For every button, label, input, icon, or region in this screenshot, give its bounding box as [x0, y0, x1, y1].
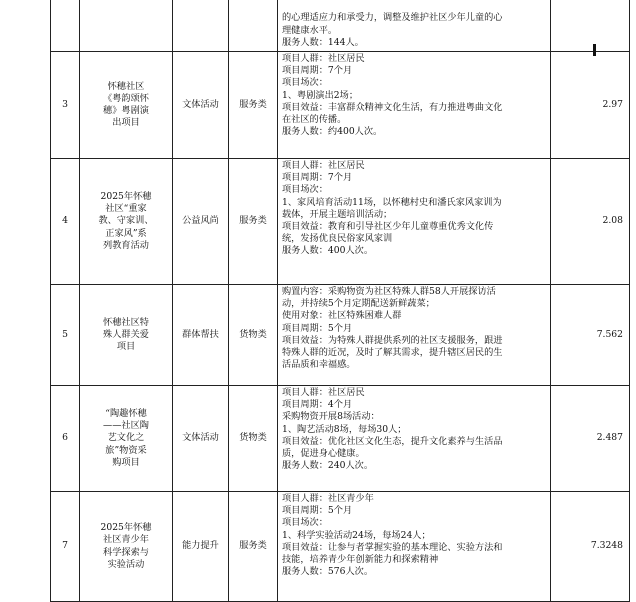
project-description — [278, 492, 551, 602]
row-number: 3 — [51, 52, 80, 159]
project-amount: 2.487 — [551, 386, 630, 492]
description-line: 技能，培养青少年创新能力和探索精神 — [282, 554, 439, 566]
project-name-line: 正家风”系 — [105, 227, 147, 239]
project-name-line: 2025年怀穗 — [100, 522, 152, 534]
project-name — [80, 159, 173, 285]
project-type — [229, 0, 278, 52]
row-number: 5 — [51, 285, 80, 386]
description-line: 项目人群：社区居民 — [282, 160, 365, 171]
project-table-body — [51, 0, 630, 602]
project-name — [80, 386, 173, 492]
project-name-line: 项目 — [116, 341, 136, 353]
project-table — [50, 0, 630, 602]
table-row — [51, 285, 630, 386]
table-row — [51, 52, 630, 159]
project-name — [80, 492, 173, 602]
project-amount: 7.3248 — [551, 492, 630, 602]
project-category: 文体活动 — [173, 52, 229, 159]
description-line: 项目场次： — [282, 517, 328, 529]
project-name-line: “陶趣怀穗 — [105, 407, 147, 419]
row-number: 7 — [51, 492, 80, 602]
description-line: 购置内容：采购物资为社区特殊人群58人开展探访活 — [282, 286, 496, 297]
project-amount: 2.08 — [551, 159, 630, 285]
project-category: 文体活动 — [173, 386, 229, 492]
description-line: 1、家风培育活动11场，以怀穗村史和潘氏家风家训为 — [282, 196, 502, 208]
project-name-line: 科学探索与 — [103, 546, 149, 558]
description-line: 服务人数：576人次。 — [282, 566, 374, 578]
description-line: 项目人群：社区居民 — [282, 387, 365, 398]
description-line: 服务人数：400人次。 — [282, 245, 374, 257]
project-category: 群体帮扶 — [173, 285, 229, 386]
project-description — [278, 285, 551, 386]
description-line: 项目效益：丰富群众精神文化生活，有力推进粤曲文化 — [282, 101, 503, 113]
table-row — [51, 159, 630, 285]
project-name-line: 教、守家训、 — [98, 215, 154, 227]
description-line: 服务人数：240人次。 — [282, 460, 374, 472]
project-name-line: 怀穗社区特 — [103, 316, 149, 328]
project-name-line: 实验活动 — [107, 558, 145, 570]
description-line: 服务人数：144人。 — [282, 36, 364, 48]
project-name-line: 怀穗社区 — [107, 80, 145, 92]
description-line: 载体，开展主题培训活动； — [282, 208, 393, 220]
description-line: 项目效益：为特殊人群提供系列的社区支援服务，跟进 — [282, 334, 503, 346]
project-description — [278, 0, 551, 52]
description-line: 项目效益：优化社区文化生态，提升文化素养与生活品 — [282, 435, 503, 447]
description-line: 活品质和幸福感。 — [282, 359, 356, 371]
project-name-line: 列教育活动 — [103, 239, 149, 251]
description-line: 1、陶艺活动8场，每场30人； — [282, 423, 407, 435]
project-type: 服务类 — [229, 52, 278, 159]
description-line: 的心理适应力和承受力，调整及维护社区少年儿童的心 — [282, 12, 503, 24]
project-name-line: 穗》粤剧演 — [103, 105, 149, 116]
project-name-line: 出项目 — [112, 117, 140, 129]
row-number: 6 — [51, 386, 80, 492]
description-line: 理健康水平。 — [282, 24, 338, 36]
table-row — [51, 386, 630, 492]
project-name-line: 旅”物资采 — [105, 444, 147, 456]
project-category — [173, 0, 229, 52]
project-amount: 2.97 — [551, 52, 630, 159]
project-category: 公益风尚 — [173, 159, 229, 285]
margin-mark — [593, 44, 596, 56]
project-name — [80, 52, 173, 159]
project-type: 货物类 — [229, 386, 278, 492]
description-line: 项目效益：让参与者掌握实验的基本理论、实验方法和 — [282, 541, 503, 553]
description-line: 质，促进身心健康。 — [282, 448, 365, 460]
description-line: 项目人群：社区青少年 — [282, 493, 374, 504]
project-name — [80, 0, 173, 52]
description-line: 使用对象：社区特殊困难人群 — [282, 310, 402, 322]
project-description — [278, 52, 551, 159]
project-name — [80, 285, 173, 386]
row-number: 4 — [51, 159, 80, 285]
description-line: 统，发扬优良民俗家风家训 — [282, 233, 393, 245]
description-line: 项目效益：教育和引导社区少年儿童尊重优秀文化传 — [282, 221, 494, 233]
project-name-line: 社区“重家 — [105, 203, 147, 215]
project-amount: 7.562 — [551, 285, 630, 386]
description-line: 1、科学实验活动24场，每场24人； — [282, 529, 431, 541]
project-name-line: 2025年怀穗 — [100, 190, 152, 202]
project-description — [278, 159, 551, 285]
project-type: 服务类 — [229, 159, 278, 285]
project-type: 服务类 — [229, 492, 278, 602]
description-line: 项目周期：7个月 — [282, 172, 353, 184]
description-line: 项目周期：4个月 — [282, 399, 353, 411]
description-line: 服务人数：约400人次。 — [282, 126, 383, 138]
description-line: 项目场次： — [282, 184, 328, 196]
project-description — [278, 386, 551, 492]
description-line: 项目人群：社区居民 — [282, 53, 365, 64]
project-type: 货物类 — [229, 285, 278, 386]
project-category: 能力提升 — [173, 492, 229, 602]
project-name-line: ——社区陶 — [103, 420, 149, 432]
description-line: 项目场次： — [282, 77, 328, 89]
project-name-line: 社区青少年 — [103, 534, 149, 546]
description-line: 特殊人群的近况，及时了解其需求，提升辖区居民的生 — [282, 347, 503, 359]
description-line: 在社区的传播。 — [282, 114, 347, 126]
description-line: 采购物资开展8场活动： — [282, 411, 380, 423]
table-row — [51, 492, 630, 602]
table-row — [51, 0, 630, 52]
project-name-line: 《粤韵颂怀 — [103, 92, 149, 104]
description-line: 项目周期：5个月 — [282, 505, 353, 517]
project-name-line: 艺文化之 — [107, 432, 145, 444]
description-line: 项目周期：7个月 — [282, 65, 353, 77]
project-name-line: 购项目 — [112, 456, 140, 468]
row-number — [51, 0, 80, 52]
project-amount — [551, 0, 630, 52]
project-name-line: 殊人群关爱 — [103, 328, 149, 340]
description-line: 1、粤剧演出2场； — [282, 89, 359, 101]
description-line: 动，并持续5个月定期配送新鲜蔬菜； — [282, 298, 435, 310]
description-line: 项目周期：5个月 — [282, 322, 353, 334]
